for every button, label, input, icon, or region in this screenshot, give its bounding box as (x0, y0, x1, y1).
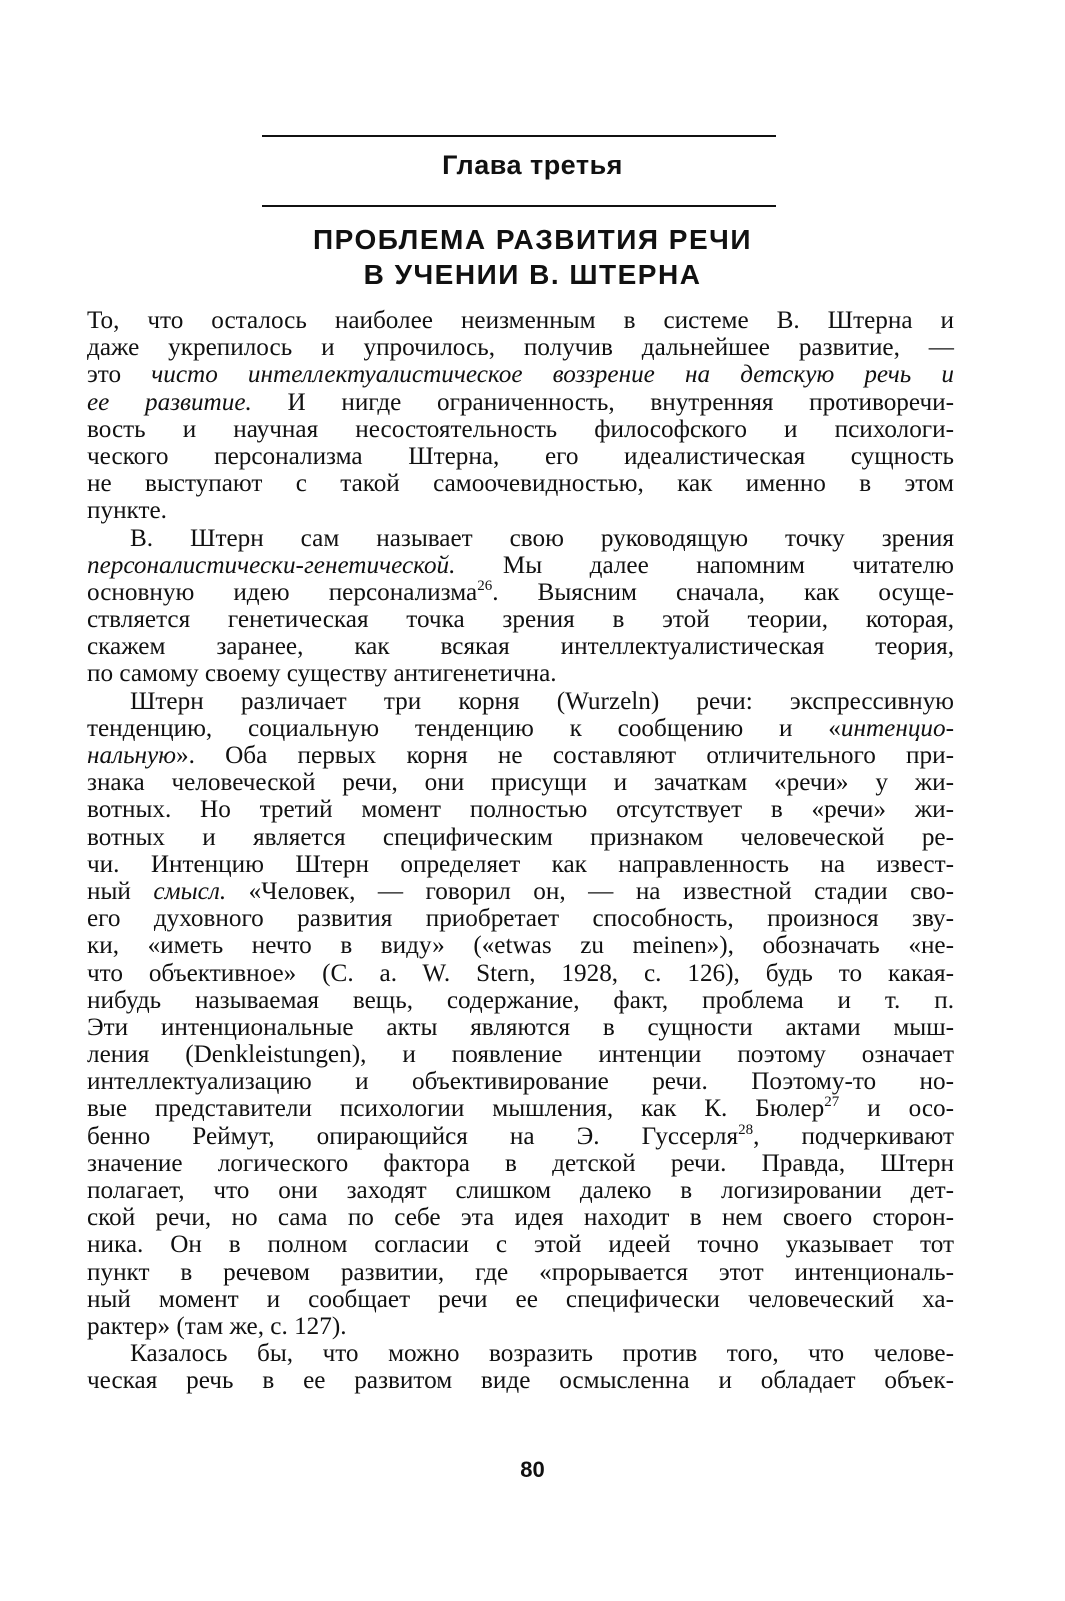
text-line (87, 470, 954, 497)
text-span: и осо- (839, 1095, 954, 1123)
text-span: вотных. Но третий момент полностью отсутствует в «речи» жи- (87, 796, 954, 824)
text-span: ческая речь в ее развитом виде осмысленна и обладает объек- (87, 1367, 954, 1395)
text-line (87, 389, 954, 416)
text-line (87, 1041, 954, 1068)
text-span: полагает, что они заходят слишком далеко в логизировании дет- (87, 1177, 954, 1204)
text-line (87, 606, 954, 633)
text-span: ный момент и сообщает речи ее специфически человеческий ха- (87, 1285, 954, 1313)
text-span: это (87, 361, 152, 389)
text-line (87, 769, 954, 796)
text-line (87, 905, 954, 932)
top-rule (262, 135, 776, 137)
text-span: основную идею персонализма (87, 578, 478, 606)
page-number: 80 (520, 1457, 545, 1482)
text-line (87, 742, 954, 769)
text-line (87, 660, 954, 687)
text-line (87, 1014, 954, 1041)
italic-text: ее развитие. (87, 388, 252, 416)
italic-text: нальную (87, 742, 176, 769)
text-span: ки, «иметь нечто в виду» («etwas zu meinen»), обозначать «не- (87, 932, 954, 960)
text-span: Мы далее напомним читателю (455, 551, 954, 579)
chapter-title-line: В УЧЕНИИ В. ШТЕРНА (363, 259, 702, 290)
text-span: «Человек, — говорил он, — на известной стадии сво- (226, 877, 954, 905)
chapter-title (0, 222, 1065, 292)
text-span: даже укрепилось и упрочилось, получив дальнейшее развитие, — (87, 334, 954, 362)
text-span: Эти интенциональные акты являются в сущности актами мыш- (87, 1013, 954, 1041)
text-span: рактер» (там же, с. 127). (87, 1312, 347, 1340)
text-line (87, 1367, 954, 1394)
text-span: В. Штерн сам называет свою руководящую точку зрения (130, 524, 954, 552)
text-span: пункт в речевом развитии, где «прорывается этот интенциональ- (87, 1258, 954, 1286)
footnote-ref: 26 (477, 577, 493, 594)
text-line (87, 824, 954, 851)
text-line (87, 552, 954, 579)
text-line (87, 1177, 954, 1204)
text-line (87, 1095, 954, 1122)
text-span: ника. Он в полном согласии с этой идеей точно указывает тот (87, 1231, 954, 1259)
text-line (87, 1259, 954, 1286)
text-line (87, 1313, 954, 1340)
text-span: тенденцию, социальную тенденцию к сообщению и « (87, 714, 841, 742)
text-span: его духовного развития приобретает способность, произнося зву- (87, 905, 954, 933)
text-line (87, 851, 954, 878)
text-line (87, 1123, 954, 1150)
text-line (87, 525, 954, 552)
text-span: Казалось бы, что можно возразить против того, что челове- (130, 1340, 954, 1368)
text-line (87, 796, 954, 823)
text-line (87, 1068, 954, 1095)
chapter-title-line: ПРОБЛЕМА РАЗВИТИЯ РЕЧИ (313, 224, 752, 255)
text-span: знака человеческой речи, они присущи и зачаткам «речи» у жи- (87, 769, 954, 797)
text-span: вые представители психологии мышления, как К. Бюлер (87, 1095, 825, 1123)
text-line (87, 1150, 954, 1177)
text-span: чи. Интенцию Штерн определяет как направленность на извест- (87, 850, 954, 878)
text-span: То, что осталось наиболее неизменным в системе В. Штерна и (87, 307, 954, 334)
text-span: ской речи, но сама по себе эта идея находит в нем своего сторон- (87, 1204, 954, 1232)
text-span: скажем заранее, как всякая интеллектуалистическая теория, (87, 633, 954, 661)
text-span: ». Оба первых корня не составляют отличительного при- (175, 742, 954, 769)
body-text (87, 307, 954, 1395)
text-line (87, 361, 954, 388)
text-line (87, 987, 954, 1014)
text-span: вотных и является специфическим признаком человеческой ре- (87, 823, 954, 851)
text-span: вость и научная несостоятельность философского и психологи- (87, 415, 954, 443)
text-line (87, 579, 954, 606)
text-line (87, 1286, 954, 1313)
text-line (87, 307, 954, 334)
text-span: ный (87, 877, 154, 905)
text-span: значение логического фактора в детской речи. Правда, Штерн (87, 1149, 954, 1177)
italic-text: чисто интеллектуалистическое воззрение на детскую речь и (151, 361, 954, 389)
footnote-ref: 27 (824, 1094, 840, 1111)
text-line (87, 1340, 954, 1367)
text-line (87, 334, 954, 361)
text-span: . Выясним сначала, как осуще- (492, 578, 954, 606)
text-line (87, 443, 954, 470)
text-line (87, 1204, 954, 1231)
text-span: , подчеркивают (753, 1122, 954, 1150)
heading-rule (262, 205, 776, 207)
chapter-heading: Глава третья (442, 150, 623, 180)
text-span: что объективное» (С. a. W. Stern, 1928, с. 126), будь то какая- (87, 959, 954, 987)
text-span: нибудь называемая вещь, содержание, факт, проблема и т. п. (87, 986, 954, 1014)
text-line (87, 960, 954, 987)
italic-text: смысл. (153, 877, 227, 905)
text-span: Штерн различает три корня (Wurzeln) речи: экспрессивную (130, 687, 954, 715)
footnote-ref: 28 (738, 1121, 754, 1138)
text-line (87, 688, 954, 715)
text-span: И нигде ограниченность, внутренняя противоречи- (251, 388, 954, 416)
text-span: по самому своему существу антигенетична. (87, 660, 557, 688)
text-span: интеллектуализацию и объективирование речи. Поэтому-то но- (87, 1068, 954, 1096)
text-line (87, 715, 954, 742)
text-line (87, 932, 954, 959)
text-span: бенно Реймут, опирающийся на Э. Гуссерля (87, 1122, 739, 1150)
text-line (87, 633, 954, 660)
text-line (87, 1231, 954, 1258)
text-span: пункте. (87, 497, 167, 525)
text-line (87, 878, 954, 905)
text-span: не выступают с такой самоочевидностью, как именно в этом (87, 470, 954, 498)
text-line (87, 416, 954, 443)
text-span: ствляется генетическая точка зрения в этой теории, которая, (87, 606, 954, 634)
text-span: ления (Denkleistungen), и появление интенции поэтому означает (87, 1041, 954, 1069)
italic-text: персоналистически-генетической. (87, 551, 456, 579)
text-line (87, 497, 954, 524)
text-span: ческого персонализма Штерна, его идеалистическая сущность (87, 442, 954, 470)
italic-text: интенцио- (840, 714, 954, 742)
